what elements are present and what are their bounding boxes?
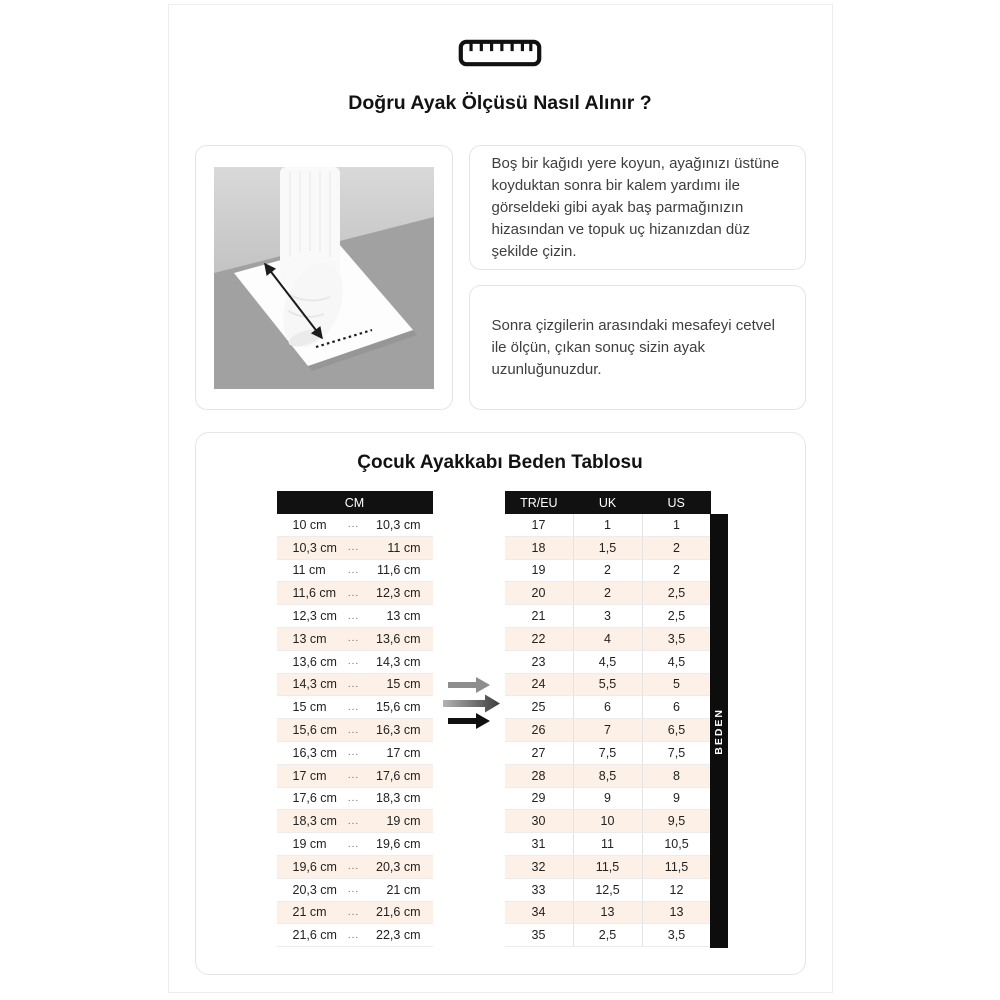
size-header-treu: TR/EU (520, 495, 558, 510)
range-dots: ... (347, 633, 360, 645)
instruction-step1-text: Boş bir kağıdı yere koyun, ayağınızı üstüne koyduktan sonra bir kalem yardımı ile görseldeki gibi ayak baş parmağınızın hizasından ve topuk uç hizanızdan düz şekilde çizin. (491, 154, 780, 260)
us-value: 3,5 (642, 924, 711, 946)
table-row (505, 514, 711, 537)
table-row (277, 537, 433, 560)
uk-value: 8,5 (573, 765, 642, 787)
uk-value: 2,5 (573, 924, 642, 946)
treu-value: 29 (531, 791, 546, 806)
size-table-body (505, 514, 711, 947)
uk-value: 1 (573, 514, 642, 536)
treu-value: 20 (531, 586, 546, 601)
range-dots: ... (347, 587, 360, 599)
table-row (277, 765, 433, 788)
uk-value: 7,5 (573, 742, 642, 764)
treu-value: 19 (531, 563, 546, 578)
us-value: 6 (642, 696, 711, 718)
cm-to-value: 22,3 cm (376, 928, 421, 943)
instruction-cards (469, 145, 806, 410)
us-value: 9,5 (642, 810, 711, 832)
cm-to-value: 11 cm (387, 540, 421, 555)
table-row (277, 788, 433, 811)
cm-from-value: 13,6 cm (292, 654, 337, 669)
table-row (277, 879, 433, 902)
range-dots: ... (347, 747, 360, 759)
cm-table (277, 491, 433, 947)
treu-value: 24 (531, 677, 546, 692)
us-value: 13 (642, 902, 711, 924)
treu-value: 32 (531, 859, 546, 874)
range-dots: ... (347, 770, 360, 782)
cm-from-value: 13 cm (292, 631, 327, 646)
table-row (505, 674, 711, 697)
treu-value: 26 (531, 723, 546, 738)
cm-to-value: 17,6 cm (376, 768, 421, 783)
instruction-step2-card (469, 285, 806, 410)
mapping-arrows-icon (443, 674, 501, 737)
table-row (277, 742, 433, 765)
table-row (277, 924, 433, 947)
treu-value: 18 (531, 540, 546, 555)
uk-value: 4,5 (573, 651, 642, 673)
table-row (277, 605, 433, 628)
treu-value: 31 (531, 837, 546, 852)
table-row (505, 810, 711, 833)
cm-from-value: 15 cm (292, 700, 327, 715)
foot-photo-card (195, 145, 453, 410)
table-row (505, 879, 711, 902)
cm-table-header: CM (277, 491, 433, 514)
cm-to-value: 15,6 cm (376, 700, 421, 715)
us-value: 8 (642, 765, 711, 787)
table-row (277, 674, 433, 697)
cm-from-value: 21,6 cm (292, 928, 337, 943)
table-row (505, 856, 711, 879)
range-dots: ... (347, 542, 360, 554)
cm-to-value: 12,3 cm (376, 586, 421, 601)
range-dots: ... (347, 519, 360, 531)
uk-value: 6 (573, 696, 642, 718)
treu-value: 30 (531, 814, 546, 829)
size-chart-card (195, 432, 806, 975)
size-table (505, 491, 711, 947)
measurement-instructions-section (195, 145, 806, 410)
cm-from-value: 20,3 cm (292, 882, 337, 897)
uk-value: 1,5 (573, 537, 642, 559)
table-row (277, 514, 433, 537)
cm-from-value: 17 cm (292, 768, 327, 783)
cm-from-value: 17,6 cm (292, 791, 337, 806)
cm-from-value: 10 cm (292, 517, 327, 532)
range-dots: ... (347, 678, 360, 690)
table-row (277, 582, 433, 605)
us-value: 7,5 (642, 742, 711, 764)
cm-to-value: 20,3 cm (376, 859, 421, 874)
table-row (505, 696, 711, 719)
table-row (505, 582, 711, 605)
table-row (505, 651, 711, 674)
table-row (505, 560, 711, 583)
ruler-icon-wrap (169, 5, 832, 72)
range-dots: ... (347, 906, 360, 918)
cm-to-value: 10,3 cm (376, 517, 421, 532)
beden-side-bar (710, 514, 728, 948)
us-value: 4,5 (642, 651, 711, 673)
range-dots: ... (347, 884, 360, 896)
cm-to-value: 21,6 cm (376, 905, 421, 920)
range-dots: ... (347, 656, 360, 668)
foot-measurement-photo (214, 167, 434, 389)
cm-to-value: 21 cm (386, 882, 421, 897)
range-dots: ... (347, 610, 360, 622)
table-row (277, 902, 433, 925)
range-dots: ... (347, 701, 360, 713)
size-header-us: US (667, 495, 685, 510)
table-row (505, 628, 711, 651)
range-dots: ... (347, 929, 360, 941)
cm-to-value: 13 cm (386, 609, 421, 624)
uk-value: 4 (573, 628, 642, 650)
treu-value: 27 (531, 745, 546, 760)
cm-to-value: 18,3 cm (376, 791, 421, 806)
table-row (505, 605, 711, 628)
uk-value: 2 (573, 582, 642, 604)
range-dots: ... (347, 815, 360, 827)
page-title: Doğru Ayak Ölçüsü Nasıl Alınır ? (348, 92, 652, 114)
treu-value: 34 (531, 905, 546, 920)
cm-from-value: 16,3 cm (292, 745, 337, 760)
range-dots: ... (347, 861, 360, 873)
uk-value: 12,5 (573, 879, 642, 901)
uk-value: 10 (573, 810, 642, 832)
cm-to-value: 19,6 cm (376, 837, 421, 852)
table-row (277, 696, 433, 719)
cm-from-value: 19,6 cm (292, 859, 337, 874)
us-value: 9 (642, 788, 711, 810)
treu-value: 28 (531, 768, 546, 783)
cm-to-value: 17 cm (386, 745, 421, 760)
table-row (505, 719, 711, 742)
range-dots: ... (347, 838, 360, 850)
cm-from-value: 15,6 cm (292, 723, 337, 738)
table-row (277, 719, 433, 742)
us-value: 12 (642, 879, 711, 901)
range-dots: ... (347, 724, 360, 736)
us-value: 2,5 (642, 605, 711, 627)
cm-to-value: 15 cm (386, 677, 421, 692)
treu-value: 22 (531, 631, 546, 646)
range-dots: ... (347, 564, 360, 576)
table-row (277, 856, 433, 879)
cm-from-value: 21 cm (292, 905, 327, 920)
size-guide-page (168, 4, 833, 993)
us-value: 2 (642, 537, 711, 559)
uk-value: 11,5 (573, 856, 642, 878)
table-row (505, 924, 711, 947)
table-row (505, 788, 711, 811)
table-row (277, 560, 433, 583)
uk-value: 3 (573, 605, 642, 627)
table-row (277, 628, 433, 651)
cm-from-value: 10,3 cm (292, 540, 337, 555)
cm-to-value: 19 cm (386, 814, 421, 829)
cm-to-value: 16,3 cm (376, 723, 421, 738)
us-value: 1 (642, 514, 711, 536)
uk-value: 11 (573, 833, 642, 855)
size-chart-title: Çocuk Ayakkabı Beden Tablosu (357, 452, 643, 473)
table-row (505, 537, 711, 560)
us-value: 5 (642, 674, 711, 696)
cm-from-value: 11,6 cm (292, 586, 337, 601)
table-row (505, 833, 711, 856)
cm-from-value: 18,3 cm (292, 814, 337, 829)
cm-to-value: 14,3 cm (376, 654, 421, 669)
treu-value: 35 (531, 928, 546, 943)
beden-side-label: BEDEN (712, 707, 725, 755)
instruction-step2-text: Sonra çizgilerin arasındaki mesafeyi cetvel ile ölçün, çıkan sonuç sizin ayak uzunluğunuzdur. (491, 316, 775, 378)
cm-to-value: 11,6 cm (376, 563, 421, 578)
size-table-header (505, 491, 711, 514)
us-value: 6,5 (642, 719, 711, 741)
uk-value: 9 (573, 788, 642, 810)
table-row (505, 902, 711, 925)
uk-value: 7 (573, 719, 642, 741)
cm-from-value: 11 cm (292, 563, 326, 578)
us-value: 2 (642, 560, 711, 582)
table-row (277, 833, 433, 856)
range-dots: ... (347, 792, 360, 804)
treu-value: 25 (531, 700, 546, 715)
us-value: 10,5 (642, 833, 711, 855)
treu-value: 17 (531, 517, 546, 532)
table-row (505, 742, 711, 765)
uk-value: 13 (573, 902, 642, 924)
table-row (505, 765, 711, 788)
cm-from-value: 14,3 cm (292, 677, 337, 692)
table-row (277, 651, 433, 674)
us-value: 2,5 (642, 582, 711, 604)
uk-value: 5,5 (573, 674, 642, 696)
instruction-step1-card (469, 145, 806, 270)
us-value: 3,5 (642, 628, 711, 650)
uk-value: 2 (573, 560, 642, 582)
treu-value: 21 (531, 609, 546, 624)
us-value: 11,5 (642, 856, 711, 878)
cm-from-value: 19 cm (292, 837, 327, 852)
cm-from-value: 12,3 cm (292, 609, 337, 624)
treu-value: 33 (531, 882, 546, 897)
ruler-icon (456, 39, 544, 67)
size-header-uk: UK (598, 495, 617, 510)
treu-value: 23 (531, 654, 546, 669)
table-row (277, 810, 433, 833)
cm-to-value: 13,6 cm (376, 631, 421, 646)
cm-table-body (277, 514, 433, 947)
